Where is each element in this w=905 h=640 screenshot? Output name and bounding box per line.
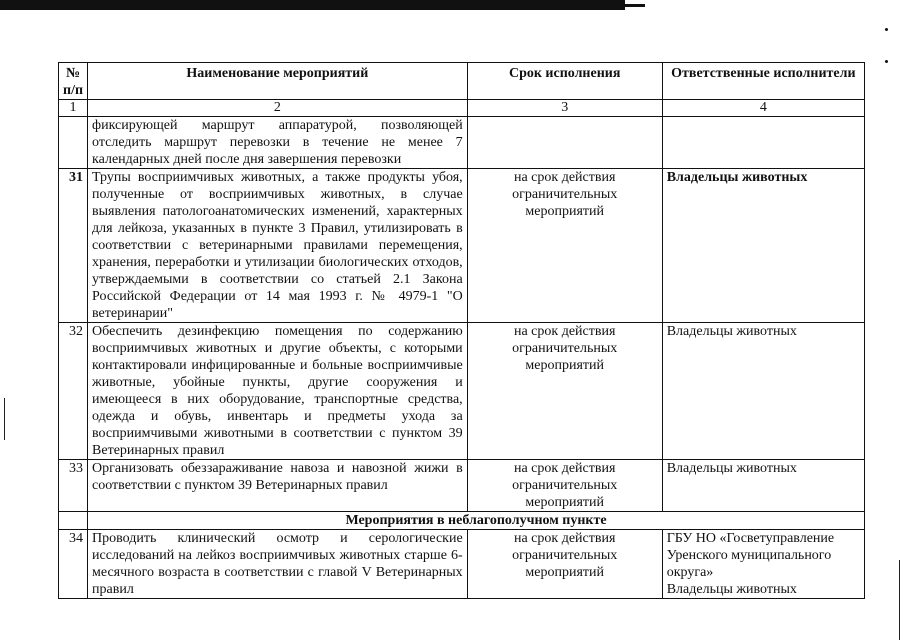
table-row bbox=[59, 530, 865, 599]
column-index: 2 bbox=[88, 100, 468, 117]
scan-speck bbox=[885, 60, 888, 63]
scan-edge-shadow-line bbox=[0, 4, 645, 7]
row-measure-text: Организовать обеззараживание навоза и навозной жижи в соответствии с пунктом 39 Ветеринарных правил bbox=[88, 460, 468, 512]
row-term: на срок действия ограничительных мероприятий bbox=[467, 323, 662, 460]
responsible-owners: Владельцы животных bbox=[666, 582, 797, 597]
row-term bbox=[467, 117, 662, 169]
column-index: 3 bbox=[467, 100, 662, 117]
section-num-cell bbox=[59, 512, 88, 530]
table-row bbox=[59, 117, 865, 169]
row-responsible: Владельцы животных bbox=[662, 323, 864, 460]
row-number: 32 bbox=[59, 323, 88, 460]
row-responsible bbox=[662, 117, 864, 169]
scan-margin-line bbox=[899, 560, 900, 640]
row-term: на срок действия ограничительных мероприятий bbox=[467, 169, 662, 323]
column-index: 4 bbox=[662, 100, 864, 117]
row-number bbox=[59, 117, 88, 169]
row-number: 33 bbox=[59, 460, 88, 512]
row-number: 34 bbox=[59, 530, 88, 599]
column-index: 1 bbox=[59, 100, 88, 117]
row-measure-text: Обеспечить дезинфекцию помещения по содержанию восприимчивых животных и другие объекты, с которыми контактировали инфицированные и больные восприимчивые животные, убойные пункты, другие сооружения и имеющееся в них оборудование, транспортные средства, одежда и обувь, инвентарь и предметы ухода за восприимчивыми животными в соответствии с пунктом 39 Ветеринарных правил bbox=[88, 323, 468, 460]
scan-margin-line bbox=[4, 398, 5, 440]
measures-table bbox=[58, 62, 865, 599]
section-row bbox=[59, 512, 865, 530]
header-term: Срок исполнения bbox=[467, 63, 662, 100]
table-row bbox=[59, 169, 865, 323]
row-number: 31 bbox=[59, 169, 88, 323]
responsible-org: ГБУ НО «Госветуправление Уренского муниципального округа» bbox=[666, 531, 835, 580]
header-responsible: Ответственные исполнители bbox=[662, 63, 864, 100]
column-index-row bbox=[59, 100, 865, 117]
row-responsible: Владельцы животных bbox=[662, 169, 864, 323]
row-measure-text: Проводить клинический осмотр и серологические исследований на лейкоз восприимчивых животных старше 6-месячного возраста в соответствии с главой V Ветеринарных правил bbox=[88, 530, 468, 599]
table-row bbox=[59, 323, 865, 460]
row-term: на срок действия ограничительных мероприятий bbox=[467, 460, 662, 512]
row-responsible: Владельцы животных bbox=[662, 460, 864, 512]
row-responsible bbox=[662, 530, 864, 599]
section-title: Мероприятия в неблагополучном пункте bbox=[88, 512, 865, 530]
row-measure-text: фиксирующей маршрут аппаратурой, позволяющей отследить маршрут перевозки в течение не менее 7 календарных дней после дня завершения перевозки bbox=[88, 117, 468, 169]
row-term: на срок действия ограничительных мероприятий bbox=[467, 530, 662, 599]
row-measure-text: Трупы восприимчивых животных, а также продукты убоя, полученные от восприимчивых животных, в случае выявления патологоанатомических изменений, характерных для лейкоза, указанных в пункте 3 Правил, утилизировать в соответствии с ветеринарными правилами перемещения, хранения, переработки и утилизации биологических отходов, утверждаемыми в соответствии со статьей 2.1 Закона Российской Федерации от 14 мая 1993 г. № 4979-1 "О ветеринарии" bbox=[88, 169, 468, 323]
scan-speck bbox=[885, 28, 888, 31]
table-header-row bbox=[59, 63, 865, 100]
header-name: Наименование мероприятий bbox=[88, 63, 468, 100]
table-row bbox=[59, 460, 865, 512]
header-num: № п/п bbox=[59, 63, 88, 100]
